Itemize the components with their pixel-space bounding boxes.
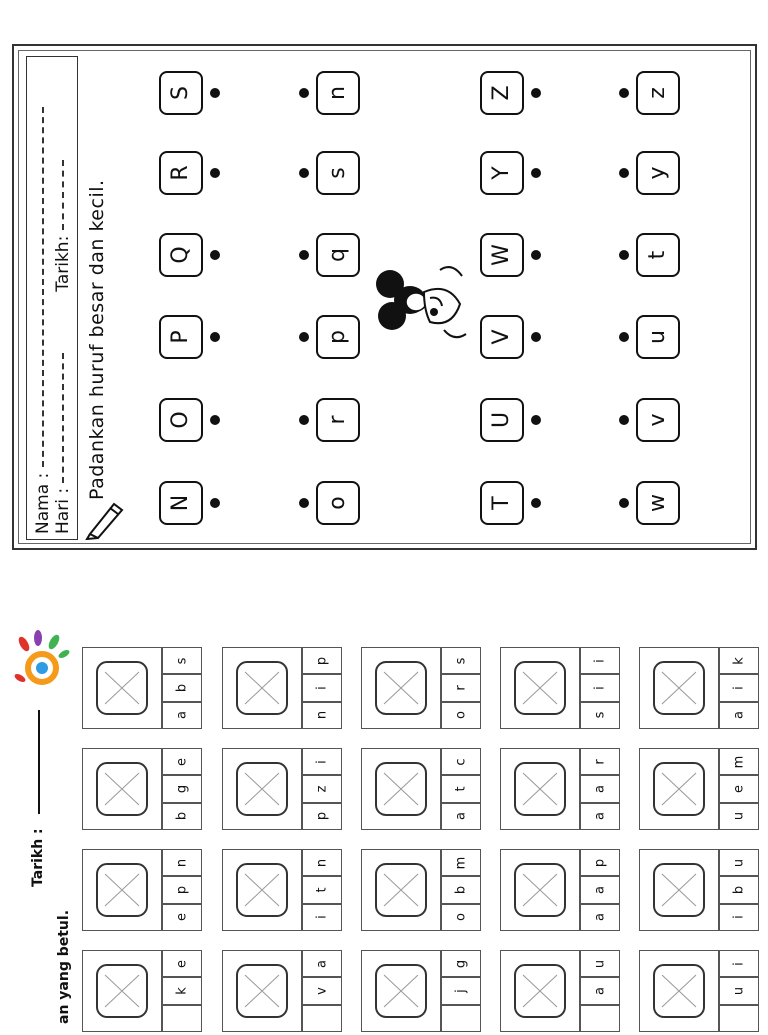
- cake-icon: [82, 950, 162, 1032]
- letter-label: R: [168, 165, 193, 181]
- letter-choice-box[interactable]: [580, 803, 620, 830]
- letter-choice-row: [162, 849, 202, 931]
- letter-choice-row: [162, 647, 202, 729]
- match-dot[interactable]: [531, 88, 541, 98]
- letter-tile-lowercase-n[interactable]: [316, 71, 360, 115]
- day-field: [53, 160, 73, 534]
- letter-label: N: [168, 494, 193, 512]
- match-dot[interactable]: [210, 168, 220, 178]
- letter-label: r: [325, 415, 350, 425]
- letter-choice-box[interactable]: [302, 1005, 342, 1032]
- letter-label: v: [645, 413, 670, 427]
- letter-choice-label: s: [453, 657, 469, 665]
- hands-icon: [639, 950, 719, 1032]
- letter-choice-box[interactable]: [441, 803, 481, 830]
- name-field: [33, 107, 53, 534]
- letter-choice-box[interactable]: [580, 702, 620, 729]
- letter-choice-label: c: [453, 758, 469, 766]
- backpack-icon: [82, 748, 162, 830]
- match-dot[interactable]: [531, 168, 541, 178]
- potatoes-icon: [639, 849, 719, 931]
- letter-choice-box[interactable]: [302, 876, 342, 903]
- letter-tile-uppercase-Z[interactable]: [480, 71, 524, 115]
- rose-icon: [361, 647, 441, 729]
- letter-choice-label: b: [453, 885, 469, 895]
- letter-choice-box[interactable]: [441, 702, 481, 729]
- letter-choice-box[interactable]: [580, 775, 620, 802]
- letter-choice-row: [302, 748, 342, 830]
- letter-choice-row: [580, 849, 620, 931]
- letter-label: Q: [168, 246, 193, 264]
- pen-icon: [82, 849, 162, 931]
- letter-choice-box[interactable]: [719, 803, 759, 830]
- letter-choice-label: p: [314, 656, 330, 665]
- letter-label: W: [489, 244, 514, 266]
- letter-choice-label: p: [314, 812, 330, 821]
- letter-choice-box[interactable]: [302, 702, 342, 729]
- letter-choice-box[interactable]: [719, 748, 759, 775]
- pencil-icon: [84, 496, 128, 540]
- letter-choice-label: a: [592, 812, 608, 821]
- letter-choice-box[interactable]: [162, 977, 202, 1004]
- question-mark-icon: [500, 849, 580, 931]
- letter-label: V: [489, 329, 514, 345]
- mortar-pestle-icon: [500, 950, 580, 1032]
- letter-choice-label: e: [174, 959, 190, 968]
- letter-choice-label: a: [592, 886, 608, 895]
- letter-label: U: [489, 411, 514, 429]
- day-label: Hari :: [53, 487, 73, 534]
- letter-tile-lowercase-t[interactable]: [636, 233, 680, 277]
- letter-choice-label: a: [314, 959, 330, 968]
- letter-tile-lowercase-z[interactable]: [636, 71, 680, 115]
- match-dot[interactable]: [619, 415, 629, 425]
- paint-can-icon: [361, 748, 441, 830]
- letter-choice-label: e: [174, 913, 190, 922]
- letter-choice-label: i: [731, 961, 747, 966]
- letter-choice-label: i: [314, 759, 330, 764]
- match-dot[interactable]: [619, 250, 629, 260]
- letter-choice-row: [580, 647, 620, 729]
- date-blank-line: [62, 160, 64, 230]
- match-dot[interactable]: [299, 168, 309, 178]
- letter-tile-lowercase-o[interactable]: [316, 481, 360, 525]
- letter-tile-lowercase-y[interactable]: [636, 151, 680, 195]
- letter-choice-row: [441, 849, 481, 931]
- letter-tile-uppercase-O[interactable]: [159, 398, 203, 442]
- letter-choice-box[interactable]: [719, 849, 759, 876]
- letter-choice-label: z: [314, 785, 330, 793]
- letter-choice-box[interactable]: [302, 977, 342, 1004]
- letter-choice-box[interactable]: [162, 775, 202, 802]
- bus-icon: [82, 647, 162, 729]
- letter-choice-row: [441, 950, 481, 1032]
- letter-choice-row: [302, 950, 342, 1032]
- letter-choice-label: u: [731, 986, 747, 996]
- letter-choice-label: e: [731, 785, 747, 794]
- name-blank-line: [42, 107, 44, 467]
- letter-choice-label: b: [174, 812, 190, 821]
- letter-choice-box[interactable]: [441, 876, 481, 903]
- durian-icon: [500, 647, 580, 729]
- letter-choice-box[interactable]: [162, 904, 202, 931]
- instruction-text: Padankan huruf besar dan kecil.: [86, 179, 108, 500]
- letter-choice-label: a: [592, 987, 608, 996]
- letter-choice-label: j: [453, 989, 469, 993]
- letter-choice-row: [302, 849, 342, 931]
- letter-tile-uppercase-W[interactable]: [480, 233, 524, 277]
- letter-choice-box[interactable]: [441, 904, 481, 931]
- letter-choice-box[interactable]: [719, 876, 759, 903]
- letter-choice-box[interactable]: [441, 647, 481, 674]
- letter-choice-label: i: [731, 686, 747, 690]
- letter-tile-lowercase-p[interactable]: [316, 315, 360, 359]
- letter-choice-row: [580, 950, 620, 1032]
- letter-choice-box[interactable]: [580, 748, 620, 775]
- match-dot[interactable]: [531, 332, 541, 342]
- match-dot[interactable]: [210, 332, 220, 342]
- letter-label: S: [168, 86, 193, 100]
- letter-choice-label: g: [453, 959, 469, 968]
- letter-choice-label: s: [592, 711, 608, 719]
- letter-choice-label: i: [592, 686, 608, 690]
- letter-choice-label: t: [453, 786, 469, 792]
- bottom-instruction-fragment: an yang betul.: [56, 909, 72, 1024]
- flower-logo-icon: [12, 630, 70, 696]
- tin-can-icon: [222, 849, 302, 931]
- bottom-date-line: [38, 710, 40, 814]
- letter-choice-box[interactable]: [580, 950, 620, 977]
- letter-choice-row: [302, 647, 342, 729]
- match-dot[interactable]: [619, 88, 629, 98]
- letter-choice-box[interactable]: [441, 849, 481, 876]
- letter-tile-lowercase-w[interactable]: [636, 481, 680, 525]
- letter-label: p: [325, 330, 350, 344]
- letter-choice-label: i: [314, 915, 330, 920]
- letter-tile-uppercase-V[interactable]: [480, 315, 524, 359]
- letter-choice-row: [162, 748, 202, 830]
- match-dot[interactable]: [299, 498, 309, 508]
- letter-tile-uppercase-Q[interactable]: [159, 233, 203, 277]
- bottom-date-label: Tarikh :: [30, 828, 46, 887]
- letter-choice-box[interactable]: [441, 775, 481, 802]
- match-dot[interactable]: [619, 498, 629, 508]
- letter-choice-box[interactable]: [719, 702, 759, 729]
- letter-choice-label: r: [453, 685, 469, 691]
- letter-tile-uppercase-N[interactable]: [159, 481, 203, 525]
- ostrich-icon: [639, 748, 719, 830]
- letter-choice-box[interactable]: [162, 1005, 202, 1032]
- letter-label: n: [325, 86, 350, 100]
- match-dot[interactable]: [531, 250, 541, 260]
- letter-tile-lowercase-q[interactable]: [316, 233, 360, 277]
- letter-choice-label: a: [453, 812, 469, 821]
- letter-label: q: [325, 248, 350, 262]
- letter-choice-label: m: [731, 755, 747, 769]
- letter-choice-label: v: [314, 987, 330, 995]
- letter-choice-row: [162, 950, 202, 1032]
- letter-label: T: [489, 496, 514, 510]
- letter-label: z: [645, 87, 670, 99]
- van-icon: [222, 950, 302, 1032]
- letter-label: u: [645, 330, 670, 344]
- letter-choice-row: [719, 647, 759, 729]
- letter-tile-lowercase-r[interactable]: [316, 398, 360, 442]
- match-dot[interactable]: [299, 415, 309, 425]
- letter-label: o: [325, 496, 350, 510]
- letter-choice-box[interactable]: [162, 803, 202, 830]
- letter-choice-label: o: [453, 913, 469, 922]
- letter-tile-uppercase-Y[interactable]: [480, 151, 524, 195]
- match-dot[interactable]: [619, 168, 629, 178]
- letter-choice-label: u: [731, 812, 747, 821]
- letter-label: Y: [489, 166, 514, 180]
- letter-choice-box[interactable]: [162, 876, 202, 903]
- letter-choice-box[interactable]: [162, 702, 202, 729]
- match-dot[interactable]: [299, 88, 309, 98]
- letter-label: P: [168, 330, 193, 344]
- match-dot[interactable]: [210, 250, 220, 260]
- letter-choice-row: [580, 748, 620, 830]
- letter-choice-label: t: [314, 887, 330, 893]
- letter-choice-label: k: [731, 656, 747, 665]
- letter-label: O: [168, 411, 193, 429]
- match-dot[interactable]: [210, 498, 220, 508]
- letter-choice-label: k: [174, 987, 190, 995]
- letter-tile-lowercase-s[interactable]: [316, 151, 360, 195]
- letter-choice-box[interactable]: [580, 674, 620, 701]
- letter-choice-box[interactable]: [302, 849, 342, 876]
- date-label: Tarikh:: [53, 235, 73, 292]
- day-blank-line: [62, 353, 64, 483]
- letter-choice-box[interactable]: [719, 950, 759, 977]
- letter-choice-box[interactable]: [441, 1005, 481, 1032]
- match-dot[interactable]: [299, 250, 309, 260]
- letter-choice-box[interactable]: [719, 904, 759, 931]
- letter-choice-label: n: [314, 711, 330, 720]
- letter-choice-label: o: [453, 711, 469, 720]
- girl-at-window-icon: [639, 647, 719, 729]
- match-dot[interactable]: [210, 88, 220, 98]
- letter-tile-uppercase-P[interactable]: [159, 315, 203, 359]
- bomb-icon: [361, 849, 441, 931]
- pomegranate-icon: [500, 748, 580, 830]
- letter-choice-box[interactable]: [580, 647, 620, 674]
- letter-choice-row: [719, 950, 759, 1032]
- letter-choice-row: [441, 647, 481, 729]
- letter-choice-box[interactable]: [580, 876, 620, 903]
- letter-tile-uppercase-U[interactable]: [480, 398, 524, 442]
- letter-tile-lowercase-v[interactable]: [636, 398, 680, 442]
- letter-choice-label: e: [174, 757, 190, 766]
- letter-choice-box[interactable]: [441, 748, 481, 775]
- letter-tile-uppercase-T[interactable]: [480, 481, 524, 525]
- match-dot[interactable]: [299, 332, 309, 342]
- letter-choice-label: a: [592, 785, 608, 794]
- letter-choice-box[interactable]: [302, 950, 342, 977]
- match-dot[interactable]: [531, 415, 541, 425]
- letter-choice-label: a: [174, 711, 190, 720]
- mouse-character-illustration: [370, 252, 470, 352]
- safety-pin-icon: [222, 647, 302, 729]
- letter-choice-box[interactable]: [162, 950, 202, 977]
- letter-choice-box[interactable]: [719, 674, 759, 701]
- letter-choice-box[interactable]: [580, 1005, 620, 1032]
- letter-tile-uppercase-S[interactable]: [159, 71, 203, 115]
- letter-choice-label: n: [174, 858, 190, 867]
- letter-choice-label: s: [174, 657, 190, 665]
- letter-choice-label: m: [453, 856, 469, 870]
- letter-choice-box[interactable]: [302, 803, 342, 830]
- jug-icon: [361, 950, 441, 1032]
- letter-label: Z: [489, 85, 514, 101]
- letter-choice-label: p: [174, 885, 190, 895]
- letter-choice-label: u: [592, 959, 608, 968]
- letter-label: t: [645, 250, 670, 260]
- match-dot[interactable]: [619, 332, 629, 342]
- letter-label: w: [645, 494, 670, 512]
- letter-choice-row: [719, 748, 759, 830]
- letter-choice-box[interactable]: [162, 849, 202, 876]
- letter-choice-row: [441, 748, 481, 830]
- letter-choice-label: r: [592, 759, 608, 765]
- letter-choice-box[interactable]: [580, 904, 620, 931]
- letter-label: y: [645, 166, 670, 180]
- letter-tile-uppercase-R[interactable]: [159, 151, 203, 195]
- letter-choice-box[interactable]: [580, 977, 620, 1004]
- letter-choice-box[interactable]: [302, 904, 342, 931]
- zipper-icon: [222, 748, 302, 830]
- letter-choice-box[interactable]: [302, 647, 342, 674]
- letter-choice-box[interactable]: [162, 674, 202, 701]
- letter-choice-label: a: [592, 913, 608, 922]
- name-label: Nama :: [33, 472, 53, 534]
- letter-choice-box[interactable]: [162, 748, 202, 775]
- letter-label: s: [325, 167, 350, 179]
- match-dot[interactable]: [531, 498, 541, 508]
- letter-choice-box[interactable]: [719, 775, 759, 802]
- letter-choice-label: b: [174, 683, 190, 693]
- letter-choice-label: u: [731, 858, 747, 867]
- letter-choice-box[interactable]: [719, 1005, 759, 1032]
- letter-choice-label: a: [731, 711, 747, 720]
- letter-choice-box[interactable]: [719, 647, 759, 674]
- letter-choice-label: p: [592, 858, 608, 867]
- letter-choice-box[interactable]: [302, 748, 342, 775]
- letter-choice-box[interactable]: [580, 849, 620, 876]
- letter-choice-box[interactable]: [441, 950, 481, 977]
- match-dot[interactable]: [210, 415, 220, 425]
- letter-choice-box[interactable]: [719, 977, 759, 1004]
- letter-choice-box[interactable]: [162, 647, 202, 674]
- letter-choice-label: b: [731, 885, 747, 895]
- letter-choice-box[interactable]: [302, 775, 342, 802]
- letter-choice-label: g: [174, 784, 190, 794]
- letter-choice-label: i: [592, 658, 608, 663]
- letter-choice-row: [719, 849, 759, 931]
- letter-choice-box[interactable]: [441, 674, 481, 701]
- letter-choice-label: n: [314, 858, 330, 867]
- letter-choice-box[interactable]: [441, 977, 481, 1004]
- letter-choice-label: i: [314, 686, 330, 690]
- letter-choice-box[interactable]: [302, 674, 342, 701]
- letter-choice-label: i: [731, 915, 747, 920]
- letter-tile-lowercase-u[interactable]: [636, 315, 680, 359]
